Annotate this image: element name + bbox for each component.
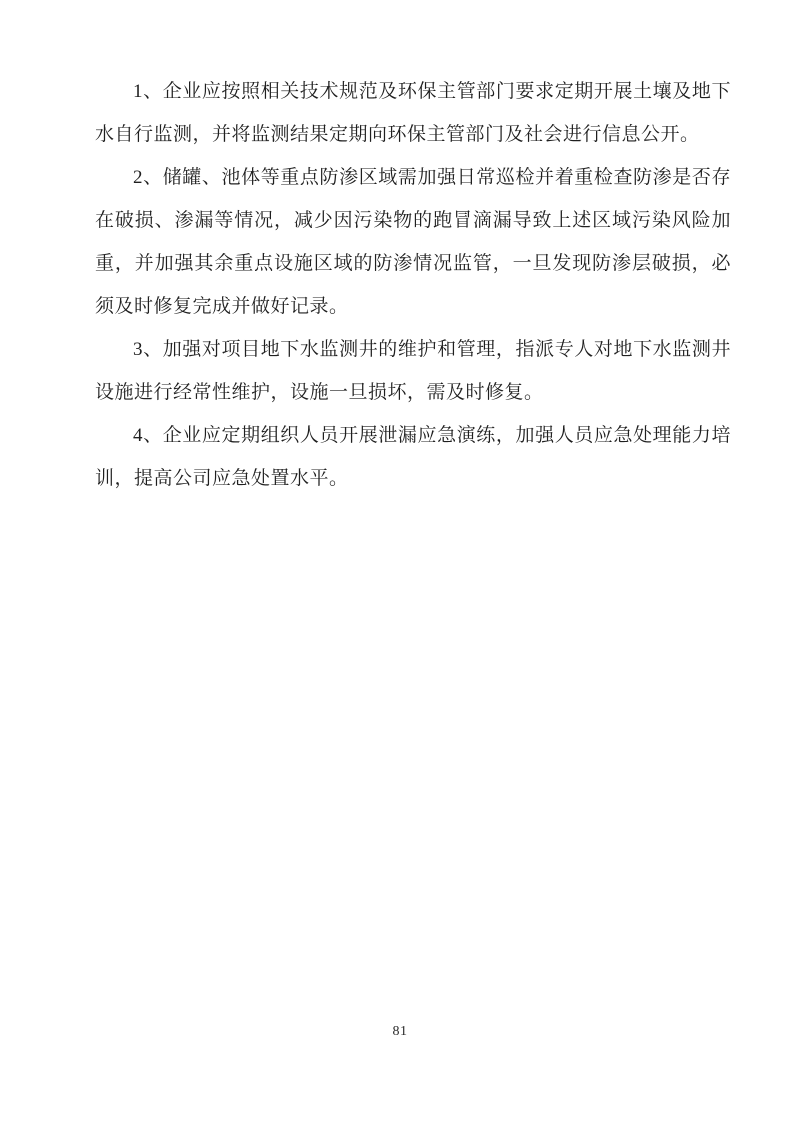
page-number: 81 bbox=[392, 1024, 408, 1039]
paragraph-1: 1、企业应按照相关技术规范及环保主管部门要求定期开展土壤及地下水自行监测，并将监测结果定期向环保主管部门及社会进行信息公开。 bbox=[95, 81, 731, 145]
page-footer bbox=[0, 1022, 800, 1040]
paragraph-3: 3、加强对项目地下水监测井的维护和管理，指派专人对地下水监测井设施进行经常性维护，设施一旦损坏，需及时修复。 bbox=[95, 339, 731, 403]
document-body bbox=[95, 70, 731, 500]
paragraph-4: 4、企业应定期组织人员开展泄漏应急演练，加强人员应急处理能力培训，提高公司应急处置水平。 bbox=[95, 425, 731, 489]
paragraph-2: 2、储罐、池体等重点防渗区域需加强日常巡检并着重检查防渗是否存在破损、渗漏等情况，减少因污染物的跑冒滴漏导致上述区域污染风险加重，并加强其余重点设施区域的防渗情况监管，一旦发现防渗层破损，必须及时修复完成并做好记录。 bbox=[95, 167, 731, 317]
